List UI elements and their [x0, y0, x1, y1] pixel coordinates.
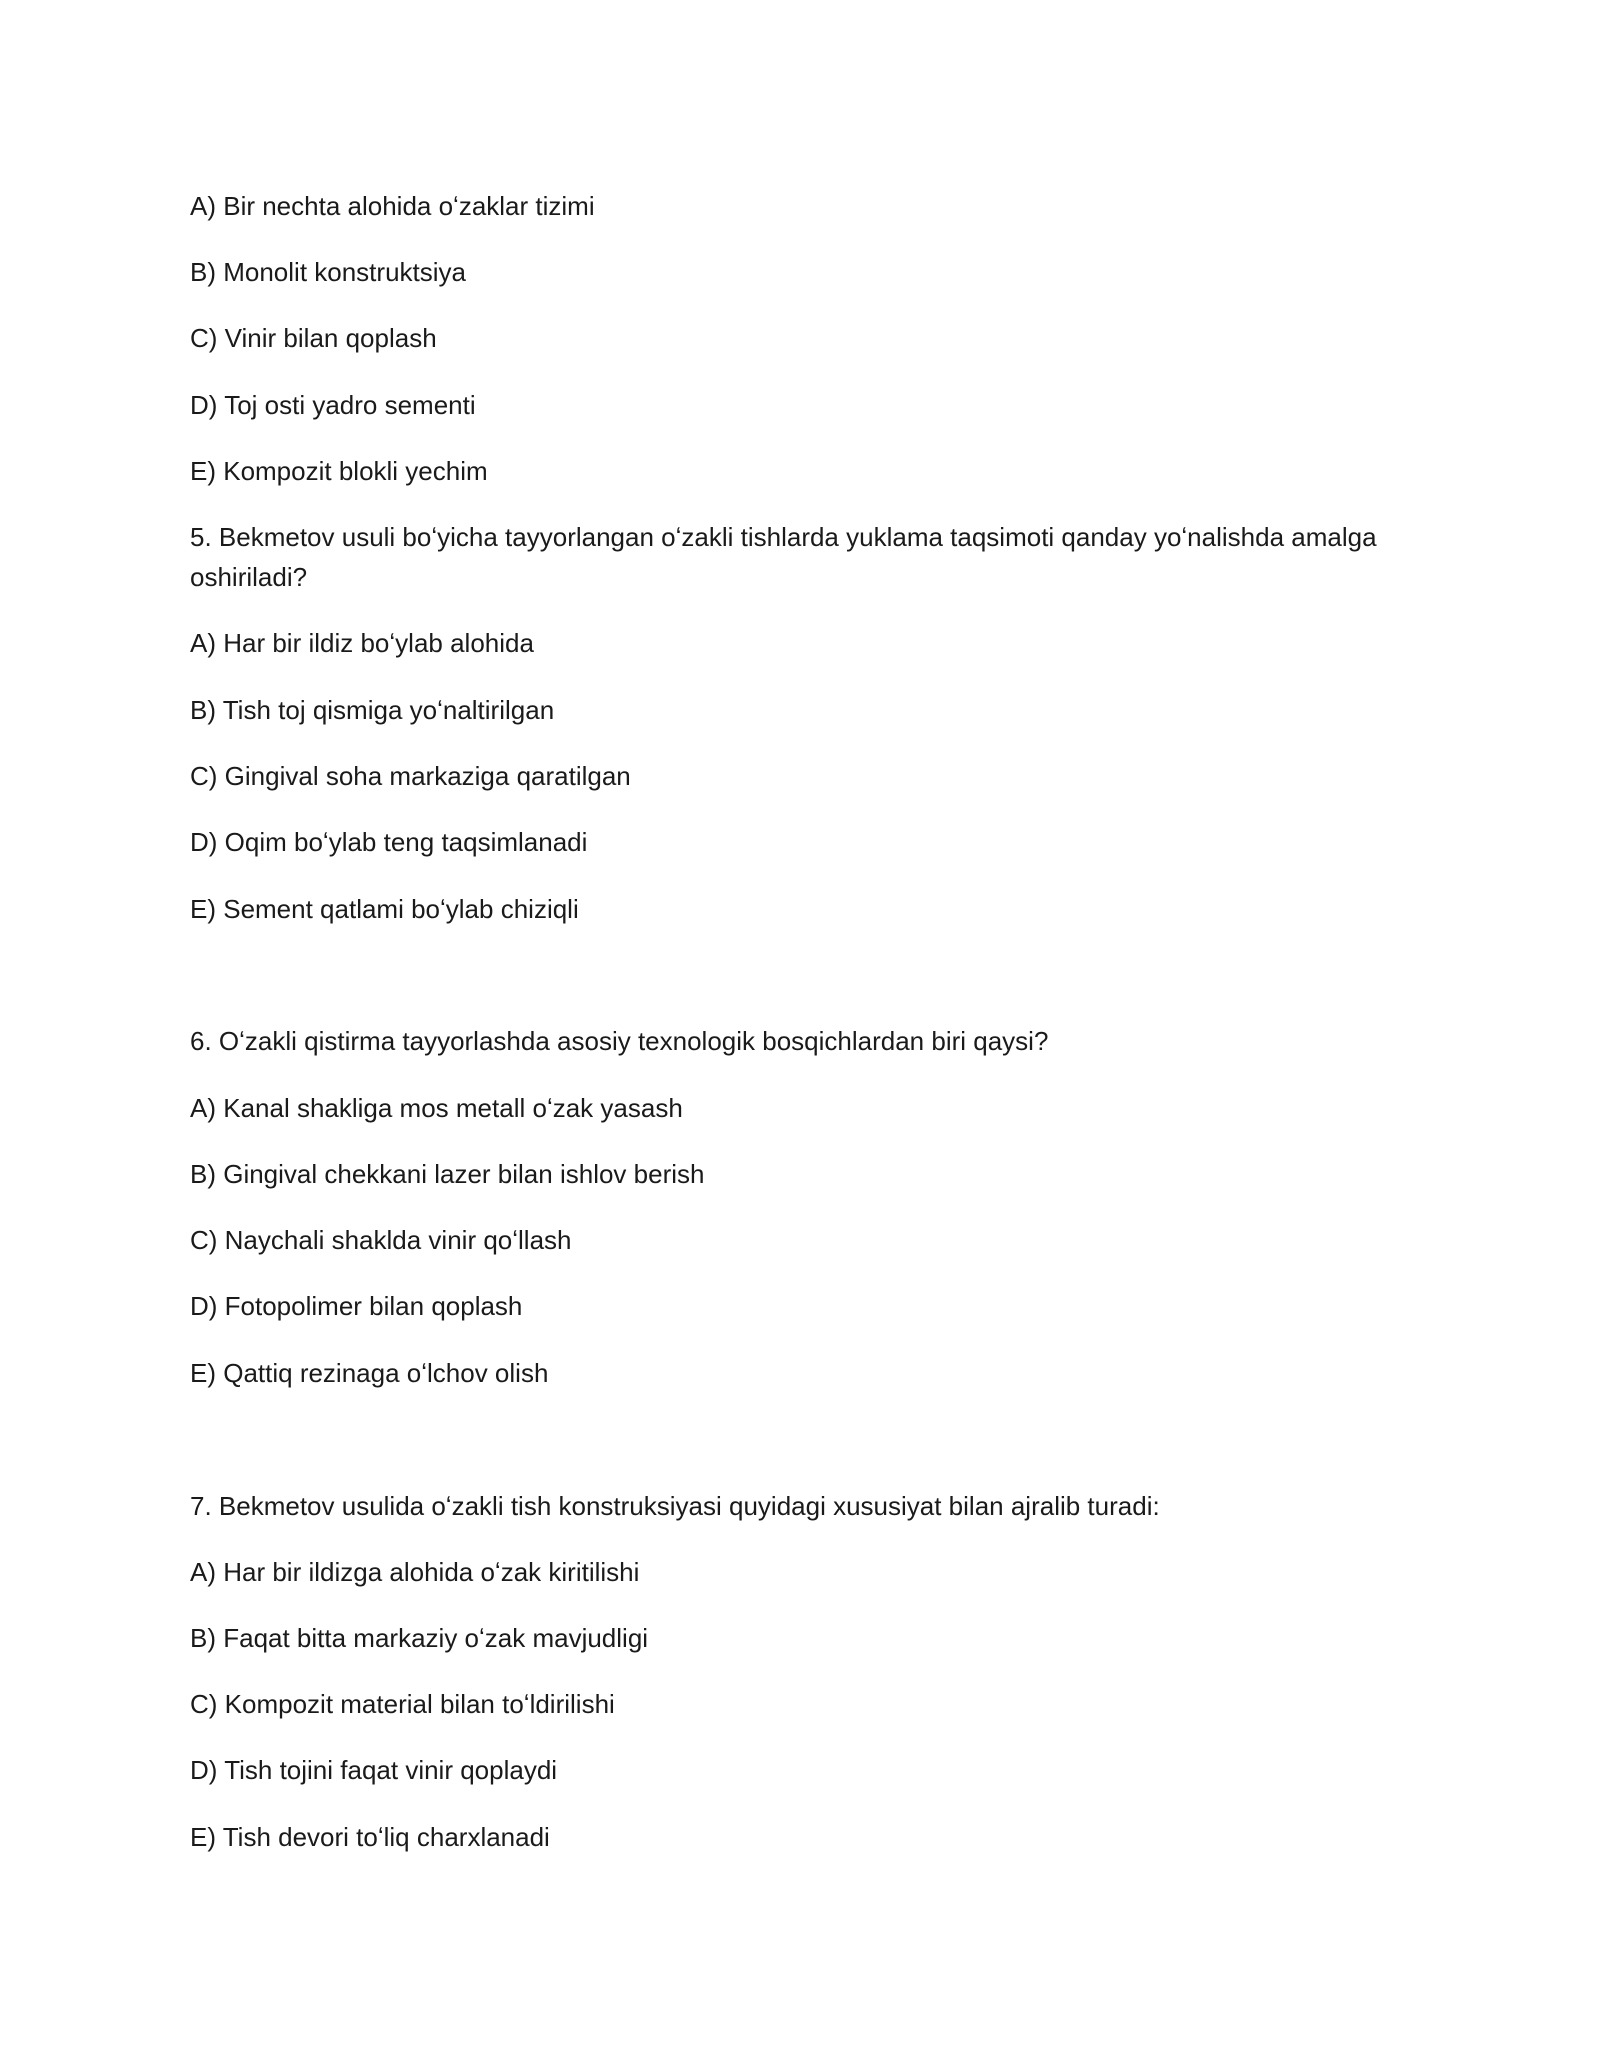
question-6: 6. Oʻzakli qistirma tayyorlashda asosiy texnologik bosqichlardan biri qaysi? [190, 1026, 1049, 1056]
q6-option-e: E) Qattiq rezinaga oʻlchov olish [190, 1358, 549, 1388]
q5-option-a: A) Har bir ildiz boʻylab alohida [190, 628, 534, 658]
q4-option-e: E) Kompozit blokli yechim [190, 456, 488, 486]
q5-option-b: B) Tish toj qismiga yoʻnaltirilgan [190, 695, 555, 725]
q5-option-e: E) Sement qatlami boʻylab chiziqli [190, 894, 579, 924]
q7-option-b: B) Faqat bitta markaziy oʻzak mavjudligi [190, 1623, 649, 1653]
q5-option-c: C) Gingival soha markaziga qaratilgan [190, 761, 631, 791]
q7-option-c: C) Kompozit material bilan toʻldirilishi [190, 1689, 615, 1719]
q4-option-b: B) Monolit konstruktsiya [190, 257, 466, 287]
q4-option-a: A) Bir nechta alohida oʻzaklar tizimi [190, 191, 595, 221]
q5-option-d: D) Oqim boʻylab teng taqsimlanadi [190, 827, 588, 857]
q7-option-e: E) Tish devori toʻliq charxlanadi [190, 1822, 550, 1852]
q6-option-c: C) Naychali shaklda vinir qoʻllash [190, 1225, 572, 1255]
question-5: 5. Bekmetov usuli boʻyicha tayyorlangan oʻzakli tishlarda yuklama taqsimoti qanday yoʻnalishda amalga oshiriladi? [190, 522, 1377, 592]
q7-option-d: D) Tish tojini faqat vinir qoplaydi [190, 1755, 558, 1785]
question-7: 7. Bekmetov usulida oʻzakli tish konstruksiyasi quyidagi xususiyat bilan ajralib turadi: [190, 1491, 1160, 1521]
q6-option-a: A) Kanal shakliga mos metall oʻzak yasash [190, 1093, 683, 1123]
q7-option-a: A) Har bir ildizga alohida oʻzak kiritilishi [190, 1557, 640, 1587]
q4-option-d: D) Toj osti yadro sementi [190, 390, 476, 420]
q6-option-b: B) Gingival chekkani lazer bilan ishlov berish [190, 1159, 705, 1189]
q6-option-d: D) Fotopolimer bilan qoplash [190, 1291, 523, 1321]
q4-option-c: C) Vinir bilan qoplash [190, 323, 437, 353]
